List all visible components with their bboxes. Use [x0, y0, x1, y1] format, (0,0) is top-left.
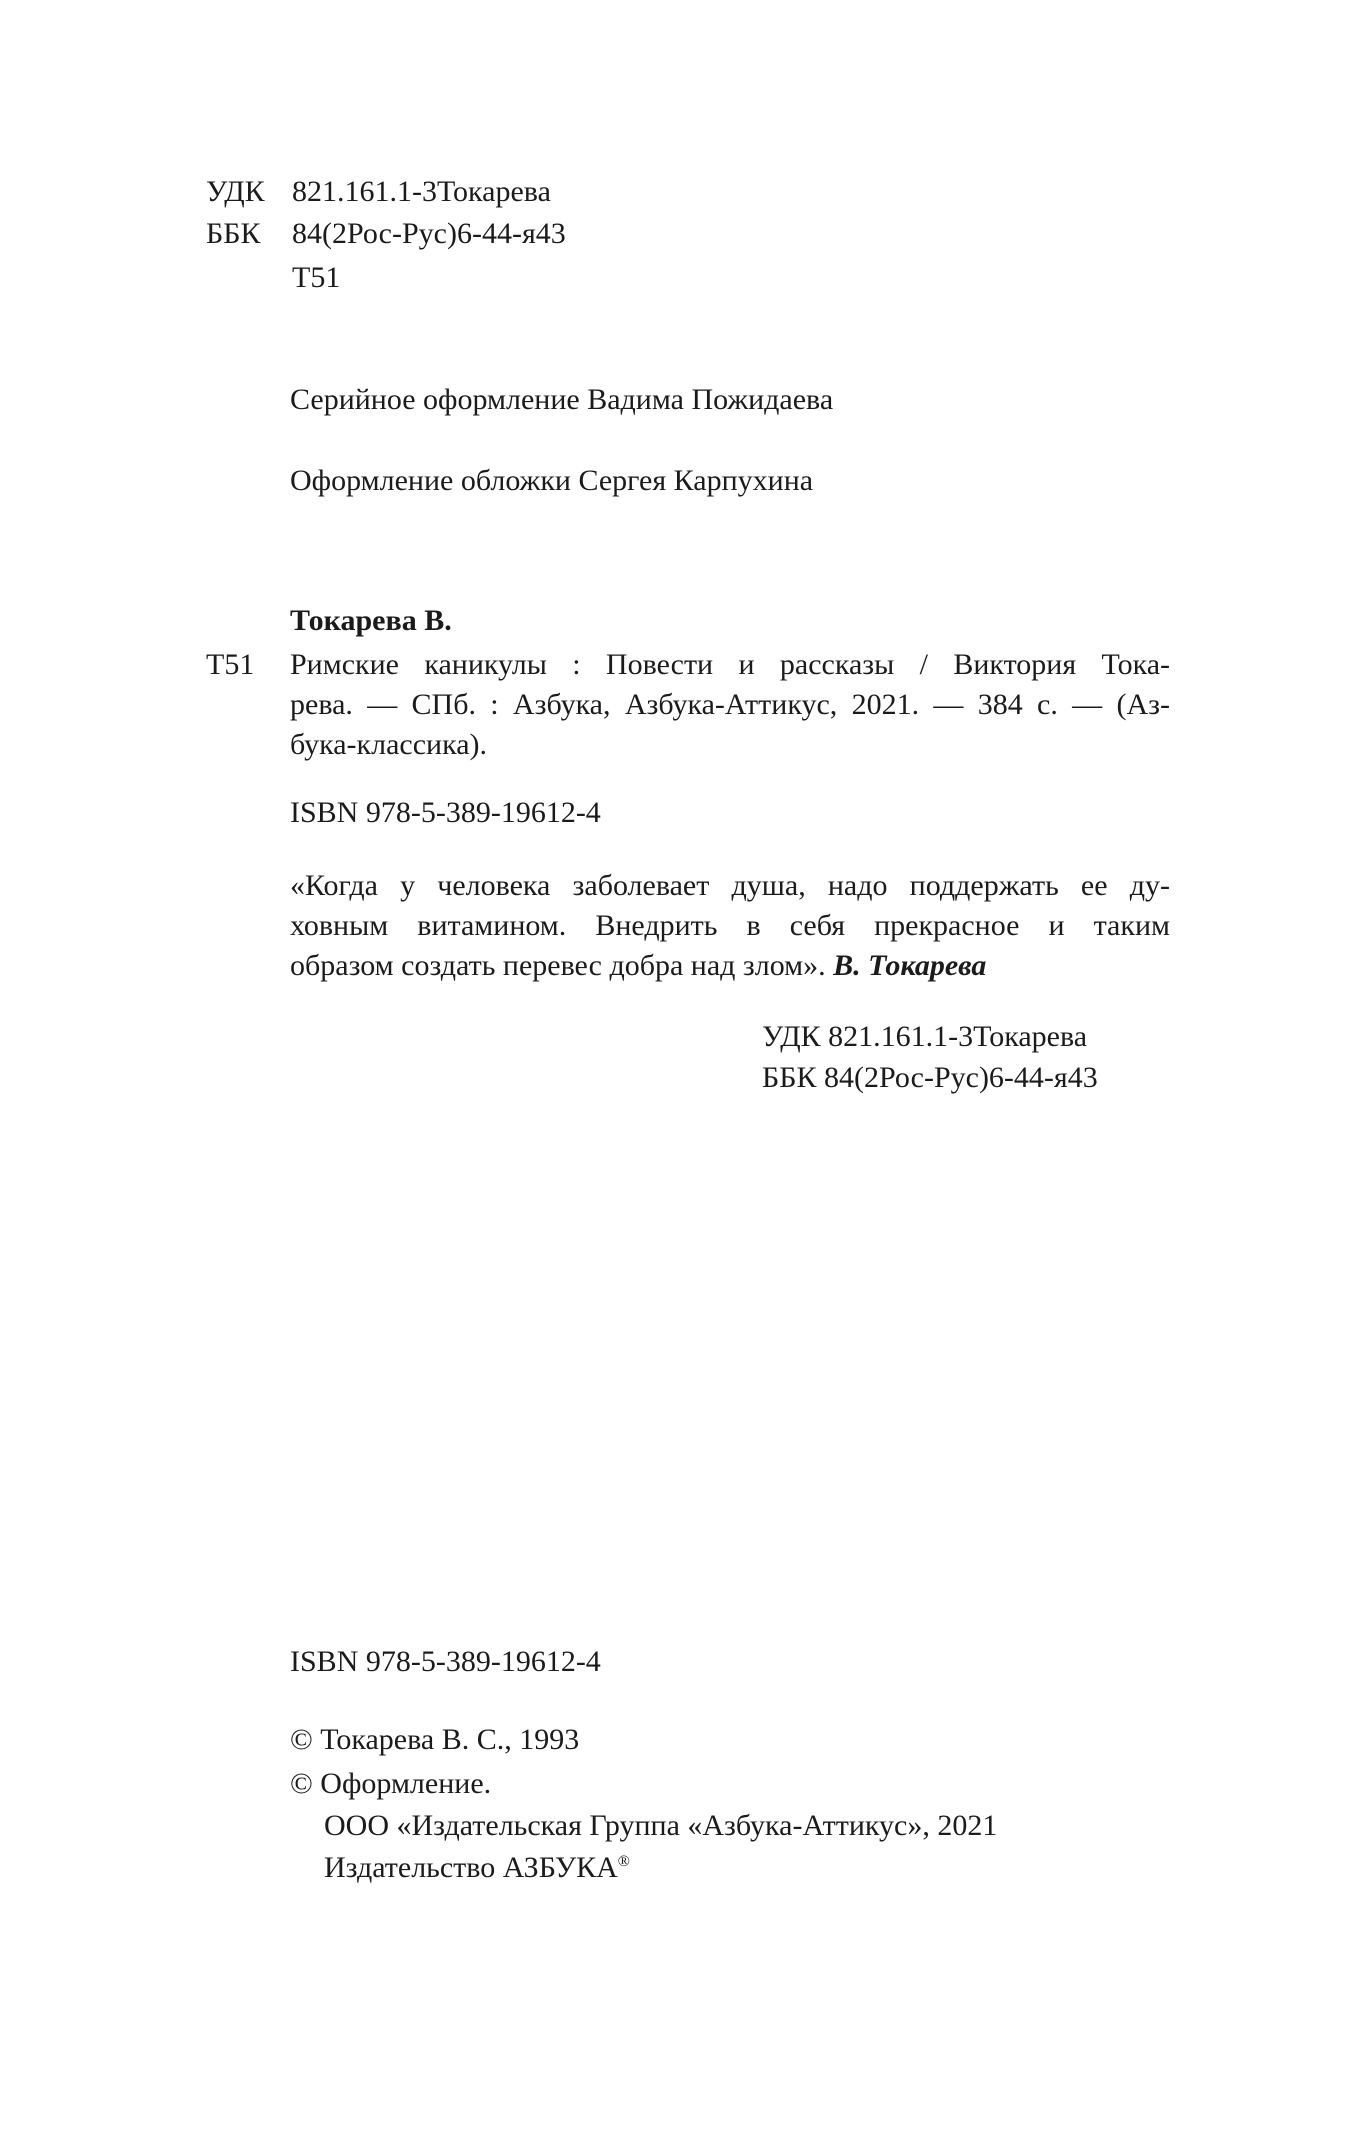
isbn-record: ISBN 978-5-389-19612-4 [290, 796, 601, 829]
bbk-row [206, 214, 566, 254]
publisher-name: Издательство АЗБУКА [324, 1851, 618, 1884]
bbk-label: ББК [206, 217, 261, 250]
publisher-group: ООО «Издательская Группа «Азбука-Аттикус», 2021 [324, 1809, 998, 1842]
annotation-line: образом создать перевес добра над злом». [290, 949, 826, 982]
udk-value: 821.161.1-3Токарева [292, 175, 551, 208]
publisher-line [324, 1848, 630, 1888]
annotation-line: ховным витамином. Внедрить в себя прекрасное и таким [290, 909, 1170, 942]
udk-repeat: УДК 821.161.1-3Токарева [762, 1020, 1088, 1053]
description-line: Римские каникулы : Повести и рассказы / Виктория Тока- [290, 648, 1170, 681]
copyright-author: © Токарева В. С., 1993 [290, 1723, 580, 1756]
registered-mark: ® [617, 1853, 630, 1870]
author-heading: Токарева В. [290, 604, 452, 637]
annotation-last-line [290, 946, 1170, 986]
udk-row [206, 172, 551, 212]
author-mark: Т51 [206, 648, 255, 681]
udk-label: УДК [206, 175, 265, 208]
annotation-line: «Когда у человека заболевает душа, надо поддержать ее ду- [290, 869, 1170, 902]
bibliographic-description [290, 645, 1170, 765]
isbn-footer: ISBN 978-5-389-19612-4 [290, 1645, 601, 1678]
description-line: бука-классика). [290, 728, 488, 761]
series-design-credit: Серийное оформление Вадима Пожидаева [290, 383, 834, 416]
cover-design-credit: Оформление обложки Сергея Карпухина [290, 464, 814, 497]
bbk-value: 84(2Рос-Рус)6-44-я43 [292, 217, 566, 250]
description-line: рева. — СПб. : Азбука, Азбука-Аттикус, 2021. — 384 с. — (Аз- [290, 688, 1170, 721]
annotation-quote [290, 866, 1170, 986]
bbk-repeat: ББК 84(2Рос-Рус)6-44-я43 [762, 1061, 1098, 1094]
copyright-design: © Оформление. [290, 1767, 492, 1800]
author-mark-top: Т51 [292, 261, 341, 294]
quote-signature: В. Токарева [833, 949, 987, 982]
